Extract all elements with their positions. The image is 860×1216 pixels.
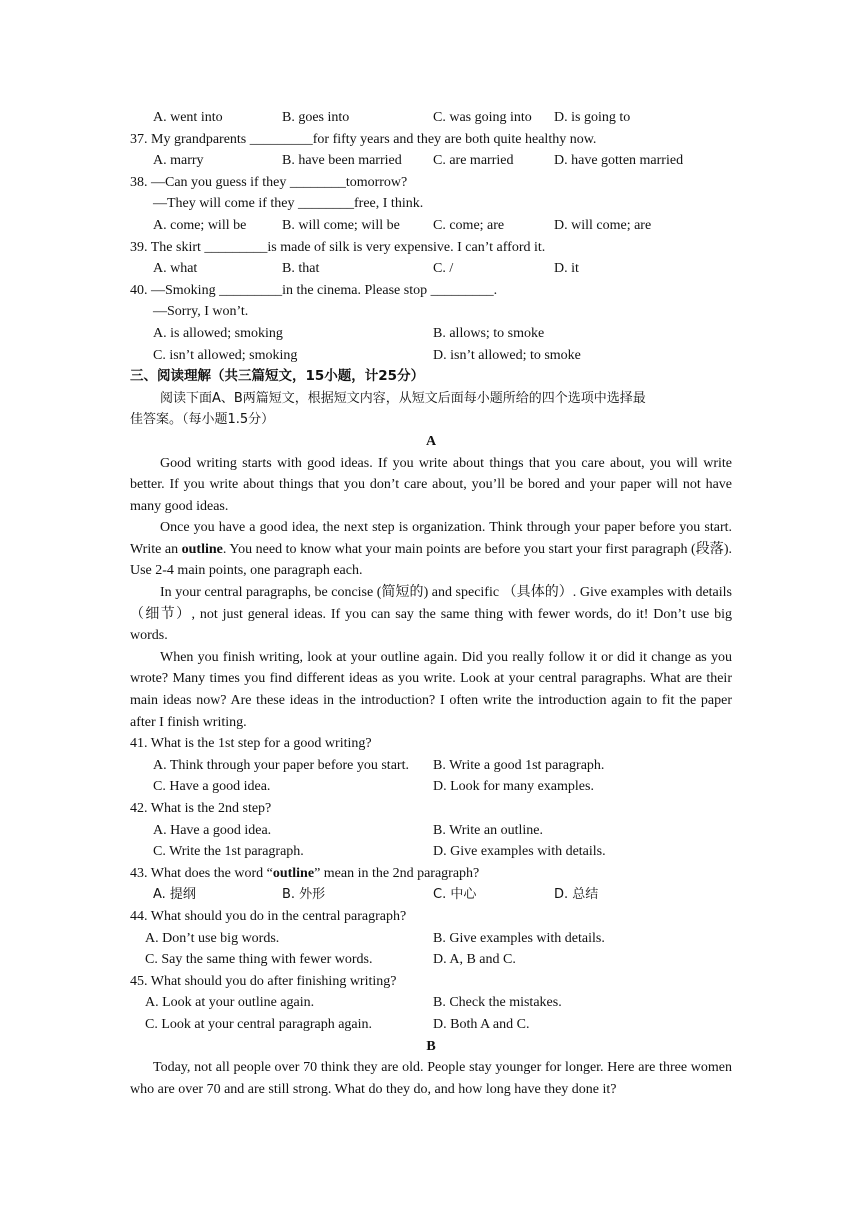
option: D. is going to <box>554 110 631 125</box>
q45-options-row2 <box>130 1014 732 1036</box>
option: A. Think through your paper before you start. <box>153 757 409 773</box>
question-stem-line2: —Sorry, I won’t. <box>153 304 249 320</box>
option: A. went into <box>153 110 223 125</box>
question-stem-line2: —They will come if they ________free, I think. <box>153 196 424 212</box>
option: D. A, B and C. <box>433 952 516 968</box>
q41-options-row2 <box>130 776 732 798</box>
q37-options <box>130 150 732 172</box>
option: C. come; are <box>433 217 505 233</box>
passage-paragraph: Good writing starts with good ideas. If you write about things that you care about, you will write better. If you write about things that you don’t care about, you’ll be bored and your paper will not have many good ideas. <box>130 455 732 514</box>
section-title: 三、阅读理解（共三篇短文，15小题，计25分） <box>130 368 425 385</box>
section-instructions-line1: 阅读下面A、B两篇短文，根据短文内容，从短文后面每小题所给的四个选项中选择最 <box>160 390 646 406</box>
question-stem <box>130 863 732 885</box>
text-segment: 43. What does the word “ <box>130 865 273 881</box>
bold-term: outline <box>181 541 223 557</box>
option: A. come; will be <box>153 217 247 233</box>
option: B. that <box>282 261 320 277</box>
option: B. allows; to smoke <box>433 325 545 341</box>
option: A. what <box>153 261 198 277</box>
passage-heading: B <box>426 1038 436 1054</box>
q41-options-row1 <box>130 755 732 777</box>
q42-options-row2 <box>130 841 732 863</box>
option: C. Look at your central paragraph again. <box>145 1016 373 1032</box>
question-stem: 42. What is the 2nd step? <box>130 801 272 816</box>
passage-heading: A <box>425 433 437 449</box>
option: B. Write a good 1st paragraph. <box>433 757 605 773</box>
option: D. Look for many examples. <box>433 779 594 795</box>
q44-options-row2 <box>130 949 732 971</box>
bold-term: outline <box>272 865 315 881</box>
option: B. will come; will be <box>282 217 400 233</box>
q42-options-row1 <box>130 820 732 842</box>
option: C. was going into <box>433 110 532 125</box>
question-stem: 41. What is the 1st step for a good writing? <box>130 736 372 752</box>
option: C. are married <box>433 153 514 169</box>
q40-options-row1 <box>130 323 732 345</box>
option: C. Have a good idea. <box>153 779 271 795</box>
q44-options-row1 <box>130 928 732 950</box>
option: B. Give examples with details. <box>433 930 605 946</box>
option: C. / <box>433 261 454 277</box>
q38-options <box>130 215 732 237</box>
question-stem: 37. My grandparents _________for fifty years and they are both quite healthy now. <box>130 131 597 147</box>
option: B. have been married <box>282 153 402 169</box>
q45-options-row1 <box>130 992 732 1014</box>
option: B. Check the mistakes. <box>433 995 562 1011</box>
q36-options <box>130 107 732 129</box>
option: A. is allowed; smoking <box>153 325 283 341</box>
option: D. will come; are <box>554 217 652 233</box>
text-segment: . You need to know what your main points are before you start your first paragraph (段落). Use 2-4 main points, one paragraph each. <box>130 541 732 579</box>
question-stem: 39. The skirt _________is made of silk is very expensive. I can’t afford it. <box>130 239 546 255</box>
option: D. Both A and C. <box>433 1016 530 1032</box>
passage-paragraph: In your central paragraphs, be concise (简短的) and specific （具体的）. Give examples with details（细节）, not just general ideas. If you can say the same thing with fewer words, do it! Don’t use big words. <box>130 585 732 644</box>
question-stem: 40. —Smoking _________in the cinema. Please stop _________. <box>130 282 498 298</box>
option: D. have gotten married <box>554 153 684 169</box>
q39-options <box>130 258 732 280</box>
option: D. it <box>554 261 579 277</box>
option: B. Write an outline. <box>433 822 543 838</box>
option: A. 提纲 <box>153 887 196 903</box>
section-instructions-line2: 佳答案。（每小题1.5分） <box>130 412 275 428</box>
option: A. marry <box>153 153 204 169</box>
question-stem: 38. —Can you guess if they ________tomorrow? <box>130 174 408 190</box>
text-segment: Once you have a good idea, the next step is organization. Think through your paper before you start. Write an <box>130 520 732 557</box>
option: B. 外形 <box>282 887 326 903</box>
question-stem: 44. What should you do in the central paragraph? <box>130 908 407 924</box>
question-stem: 45. What should you do after finishing writing? <box>130 973 397 989</box>
option: B. goes into <box>282 110 350 125</box>
option: D. Give examples with details. <box>433 844 606 860</box>
option: C. Write the 1st paragraph. <box>153 844 304 860</box>
option: A. Look at your outline again. <box>145 995 315 1011</box>
option: A. Have a good idea. <box>153 822 272 838</box>
passage-paragraph: When you finish writing, look at your outline again. Did you really follow it or did it change as you wrote? Many times you find different ideas as you write. Look at your central paragraphs. What are their main ideas now? Are these ideas in the introduction? I often write the introduction again to fit the paper after I finish writing. <box>130 649 732 730</box>
q43-options <box>130 884 732 906</box>
option: C. isn’t allowed; smoking <box>153 347 298 363</box>
exam-page <box>130 107 732 1100</box>
passage-paragraph <box>130 517 732 582</box>
option: C. Say the same thing with fewer words. <box>145 952 373 968</box>
passage-paragraph: Today, not all people over 70 think they are old. People stay younger for longer. Here are three women who are over 70 and are still strong. What do they do, and how long have they done it? <box>130 1060 732 1097</box>
text-segment: ” mean in the 2nd paragraph? <box>314 865 480 881</box>
option: A. Don’t use big words. <box>145 930 280 946</box>
option: D. isn’t allowed; to smoke <box>433 347 581 363</box>
option: D. 总结 <box>554 887 599 903</box>
option: C. 中心 <box>433 887 477 903</box>
q40-options-row2 <box>130 345 732 367</box>
